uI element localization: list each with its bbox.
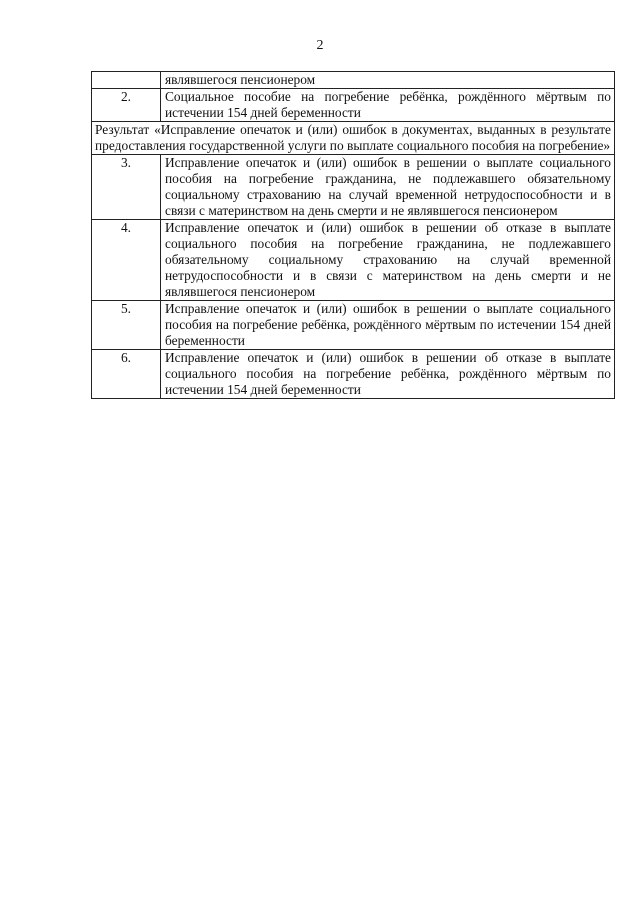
table-row bbox=[92, 155, 615, 220]
table-row bbox=[92, 72, 615, 89]
row-text: являвшегося пенсионером bbox=[161, 72, 615, 89]
row-number: 2. bbox=[92, 89, 161, 122]
row-text: Исправление опечаток и (или) ошибок в решении об отказе в выплате социального пособия на погребение гражданина, не подлежавшего обязательному социальному страхованию на случай временной нетрудоспособности и в связи с материнством на день смерти и не являвшегося пенсионером bbox=[161, 220, 615, 301]
row-number: 5. bbox=[92, 301, 161, 350]
row-number: 3. bbox=[92, 155, 161, 220]
result-heading: Результат «Исправление опечаток и (или) ошибок в документах, выданных в результате предоставления государственной услуги по выплате социального пособия на погребение» bbox=[92, 122, 615, 155]
page-number: 2 bbox=[316, 38, 324, 53]
row-text: Социальное пособие на погребение ребёнка, рождённого мёртвым по истечении 154 дней беременности bbox=[161, 89, 615, 122]
row-text: Исправление опечаток и (или) ошибок в решении о выплате социального пособия на погребение гражданина, не подлежавшего обязательному социальному страхованию на случай временной нетрудоспособности и в связи с материнством на день смерти и не являвшегося пенсионером bbox=[161, 155, 615, 220]
table-row bbox=[92, 220, 615, 301]
row-number bbox=[92, 72, 161, 89]
row-number: 4. bbox=[92, 220, 161, 301]
result-heading-row bbox=[92, 122, 615, 155]
table-row bbox=[92, 350, 615, 399]
table-row bbox=[92, 89, 615, 122]
services-table bbox=[91, 71, 615, 399]
row-number: 6. bbox=[92, 350, 161, 399]
table-row bbox=[92, 301, 615, 350]
row-text: Исправление опечаток и (или) ошибок в решении о выплате социального пособия на погребение ребёнка, рождённого мёртвым по истечении 154 дней беременности bbox=[161, 301, 615, 350]
row-text: Исправление опечаток и (или) ошибок в решении об отказе в выплате социального пособия на погребение ребёнка, рождённого мёртвым по истечении 154 дней беременности bbox=[161, 350, 615, 399]
